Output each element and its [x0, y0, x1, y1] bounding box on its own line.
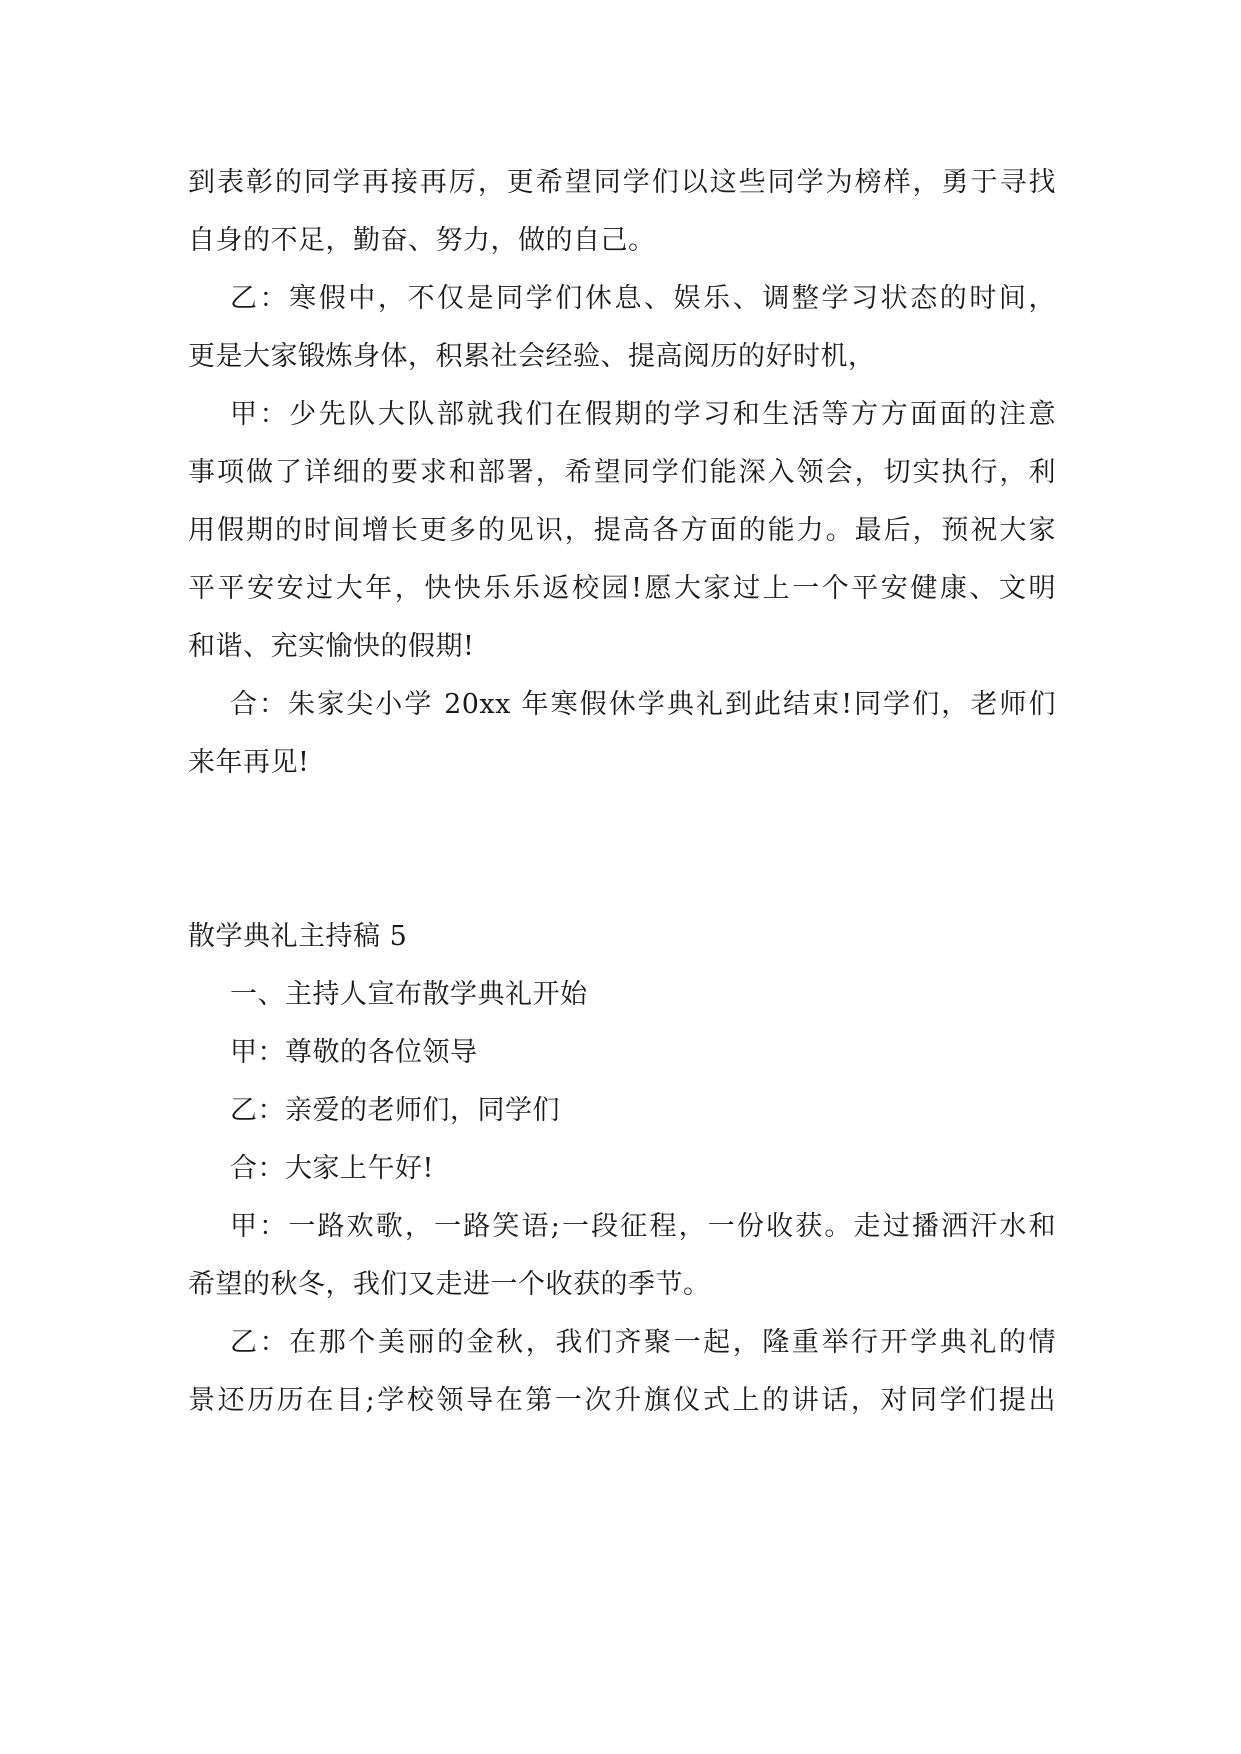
- text-line: 事项做了详细的要求和部署，希望同学们能深入领会，切实执行，利: [188, 457, 1056, 488]
- text-line: 乙：在那个美丽的金秋，我们齐聚一起，隆重举行开学典礼的情: [230, 1327, 1056, 1358]
- text-line: 合：大家上午好!: [230, 1153, 434, 1184]
- text-line: 景还历历在目;学校领导在第一次升旗仪式上的讲话，对同学们提出: [188, 1385, 1056, 1416]
- text-line: 乙：寒假中，不仅是同学们休息、娱乐、调整学习状态的时间，: [230, 283, 1056, 314]
- text-line: 到表彰的同学再接再厉，更希望同学们以这些同学为榜样，勇于寻找: [188, 167, 1056, 198]
- text-line: 合：朱家尖小学 20xx 年寒假休学典礼到此结束!同学们，老师们: [230, 689, 1056, 720]
- text-line: 来年再见!: [188, 747, 310, 778]
- text-line: 希望的秋冬，我们又走进一个收获的季节。: [188, 1269, 711, 1300]
- text-line: 甲：一路欢歌，一路笑语;一段征程，一份收获。走过播洒汗水和: [230, 1211, 1056, 1242]
- text-line: 和谐、充实愉快的假期!: [188, 631, 475, 662]
- text-line: 用假期的时间增长更多的见识，提高各方面的能力。最后，预祝大家: [188, 515, 1056, 546]
- text-line: 自身的不足，勤奋、努力，做的自己。: [188, 225, 656, 256]
- text-line: 甲：尊敬的各位领导: [230, 1037, 478, 1068]
- section-title: 散学典礼主持稿 5: [188, 921, 408, 952]
- text-line: 乙：亲爱的老师们，同学们: [230, 1095, 560, 1126]
- text-line: 一、主持人宣布散学典礼开始: [230, 979, 588, 1010]
- text-line: 更是大家锻炼身体，积累社会经验、提高阅历的好时机，: [188, 341, 876, 372]
- text-line: 平平安安过大年，快快乐乐返校园!愿大家过上一个平安健康、文明: [188, 573, 1056, 604]
- text-line: 甲：少先队大队部就我们在假期的学习和生活等方方面面的注意: [230, 399, 1056, 430]
